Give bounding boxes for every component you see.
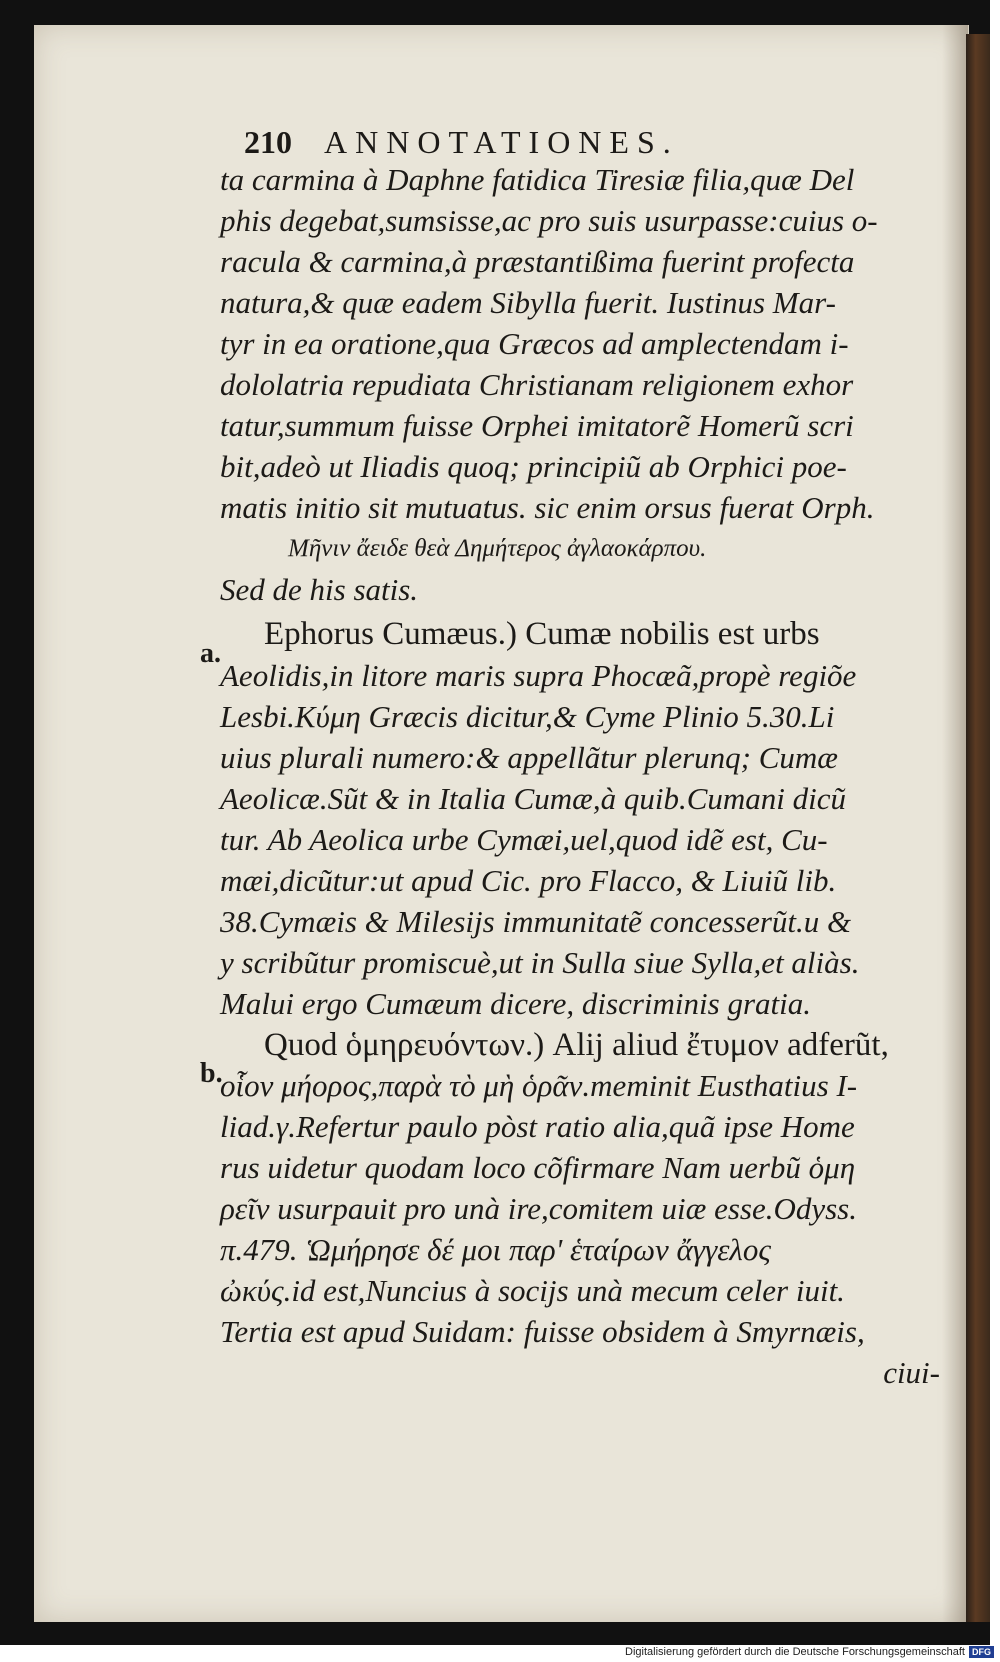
lemma-line: Ephorus Cumæus.) Cumæ nobilis est urbs xyxy=(264,616,820,652)
dfg-logo-icon: DFG xyxy=(969,1646,994,1658)
text-line: tatur,summum fuisse Orphei imitatorẽ Homerũ scri xyxy=(220,408,854,443)
text-line: ta carmina à Daphne fatidica Tiresiæ filia,quæ Del xyxy=(220,162,855,197)
text-line: racula & carmina,à præstantißima fuerint profecta xyxy=(220,244,855,279)
running-head xyxy=(244,124,679,161)
text-line: ρεῖν usurpauit pro unà ire,comitem uiæ esse.Odyss. xyxy=(220,1191,857,1226)
page-number: 210 xyxy=(244,124,292,160)
margin-note-b: b. xyxy=(200,1058,223,1089)
margin-note-a: a. xyxy=(200,638,221,669)
catchword: ciui- xyxy=(883,1355,940,1390)
text-line: π.479. Ὡμήρησε δέ μοι παρ' ἑταίρων ἄγγελος xyxy=(220,1232,771,1267)
greek-quote-line: Μῆνιν ἄειδε θεὰ Δημήτερος ἀγλαοκάρπου. xyxy=(288,535,707,562)
text-line: Aeolidis,in litore maris supra Phocæã,propè regiõe xyxy=(220,658,857,693)
footer-credit: Digitalisierung gefördert durch die Deutsche Forschungsgemeinschaft xyxy=(625,1646,965,1658)
digitization-footer xyxy=(625,1646,994,1658)
text-line: Malui ergo Cumæum dicere, discriminis gratia. xyxy=(220,986,811,1021)
text-line: 38.Cymæis & Milesijs immunitatẽ concesserũt.u & xyxy=(220,904,852,939)
book-edge xyxy=(966,34,990,1622)
running-title: ANNOTATIONES. xyxy=(324,124,679,160)
text-line: y scribũtur promiscuè,ut in Sulla siue Sylla,et aliàs. xyxy=(220,945,860,980)
text-line: tyr in ea oratione,qua Græcos ad amplectendam i- xyxy=(220,326,849,361)
text-line: tur. Ab Aeolica urbe Cymæi,uel,quod idẽ est, Cu- xyxy=(220,822,828,857)
page-gutter-shadow xyxy=(942,25,968,1622)
lemma-line: Quod ὁμηρευόντων.) Alij aliud ἔτυμον adferũt, xyxy=(264,1027,889,1063)
text-line: uius plurali numero:& appellãtur plerunq; Cumæ xyxy=(220,740,838,775)
text-line: natura,& quæ eadem Sibylla fuerit. Iustinus Mar- xyxy=(220,285,836,320)
text-line: Lesbi.Κύμη Græcis dicitur,& Cyme Plinio 5.30.Li xyxy=(220,699,835,734)
text-line: rus uidetur quodam loco cõfirmare Nam uerbũ ὁμη xyxy=(220,1150,856,1185)
text-line: mæi,dicũtur:ut apud Cic. pro Flacco, & Liuiũ lib. xyxy=(220,863,837,898)
text-line: dololatria repudiata Christianam religionem exhor xyxy=(220,367,854,402)
text-line: bit,adeò ut Iliadis quoq; principiũ ab Orphici poe- xyxy=(220,449,847,484)
text-line: matis initio sit mutuatus. sic enim orsus fuerat Orph. xyxy=(220,490,875,525)
text-line: phis degebat,sumsisse,ac pro suis usurpasse:cuius o- xyxy=(220,203,878,238)
text-line: οἷον μήορος,παρὰ τὸ μὴ ὁρᾶν.meminit Eusthatius I- xyxy=(220,1068,858,1103)
text-line: Sed de his satis. xyxy=(220,572,419,607)
text-line: Aeolicæ.Sũt & in Italia Cumæ,à quib.Cumani dicũ xyxy=(220,781,847,816)
text-line: liad.γ.Refertur paulo pòst ratio alia,quã ipse Home xyxy=(220,1109,855,1144)
text-line: ὠκύς.id est,Nuncius à socijs unà mecum celer iuit. xyxy=(220,1273,845,1308)
text-line: Tertia est apud Suidam: fuisse obsidem à Smyrnæis, xyxy=(220,1314,865,1349)
